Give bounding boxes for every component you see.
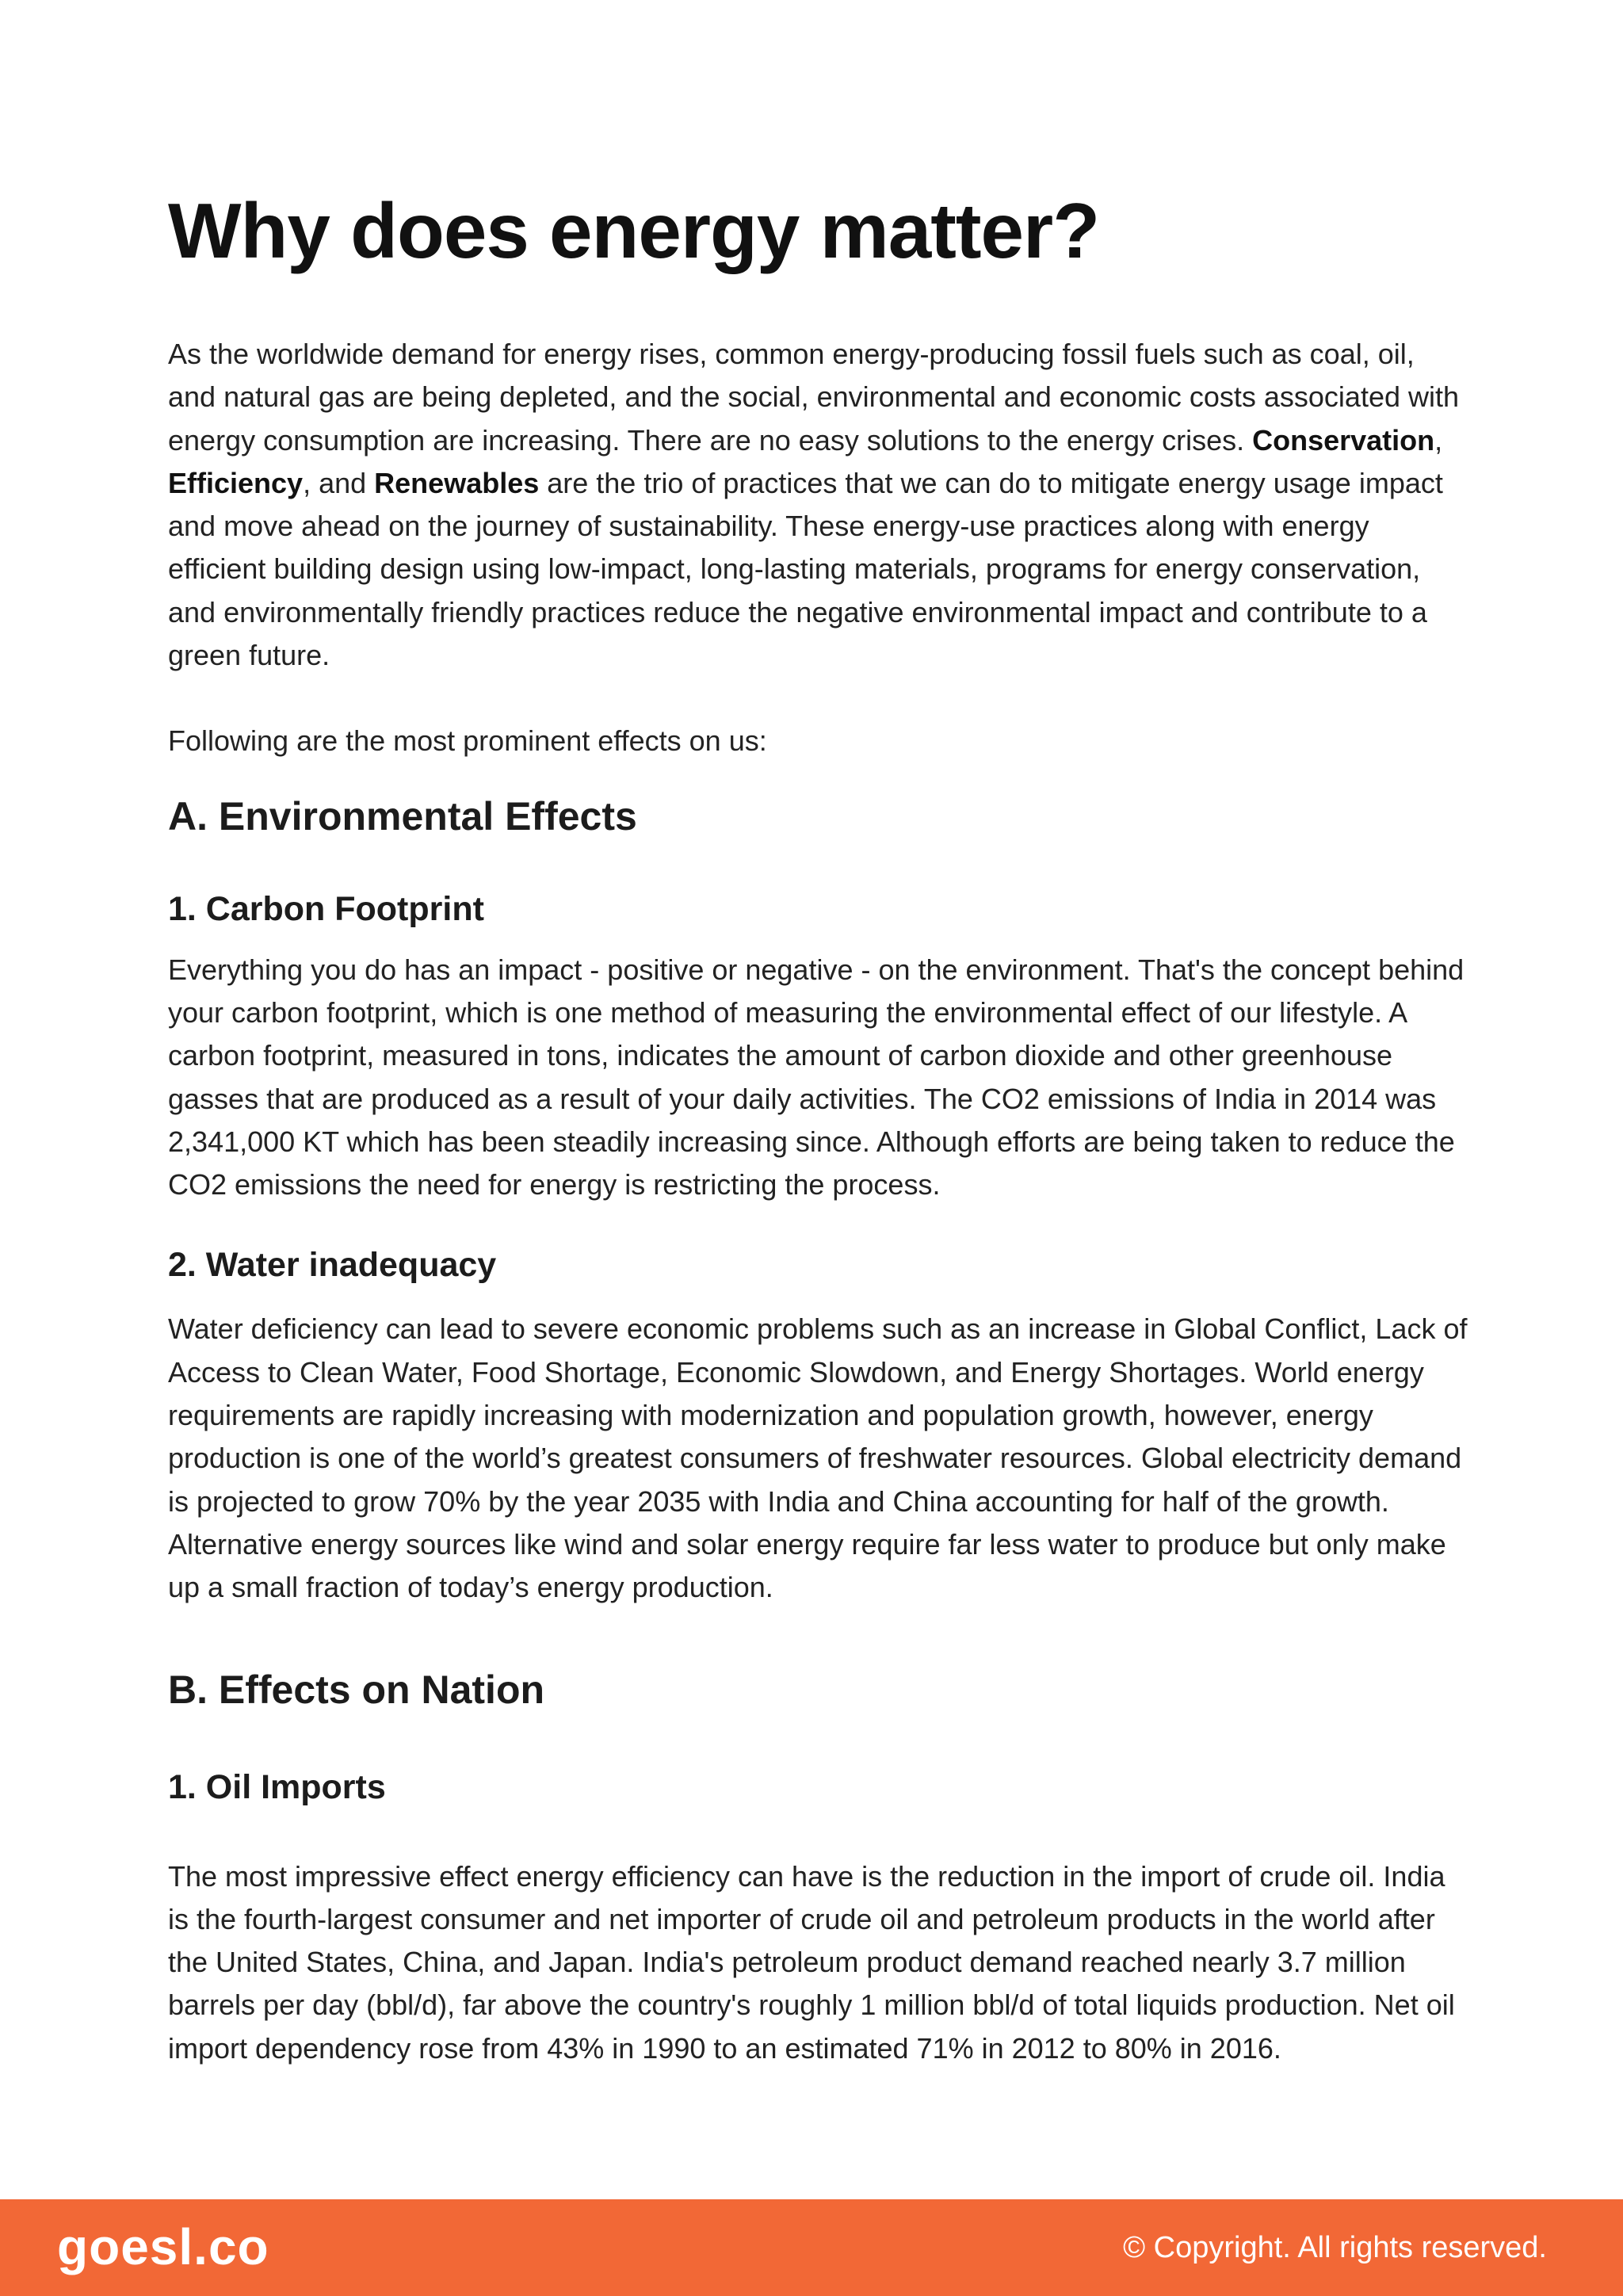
oil-imports-paragraph: The most impressive effect energy efficiency can have is the reduction in the import of crude oil. India is the fourth-largest consumer and net importer of crude oil and petroleum products in the world after the United States, China, and Japan. India's petroleum product demand reached nearly 3.7 million barrels per day (bbl/d), far above the country's roughly 1 million bbl/d of total liquids production. Net oil import dependency rose from 43% in 1990 to an estimated 71% in 2012 to 80% in 2016. xyxy=(168,1859,1455,2065)
term-conservation: Conservation xyxy=(1252,423,1435,457)
intro-separator: , and xyxy=(303,466,375,499)
footer-bar xyxy=(0,2199,1623,2296)
document-body xyxy=(168,179,1468,2070)
water-inadequacy-paragraph: Water deficiency can lead to severe economic problems such as an increase in Global Conflict, Lack of Access to Clean Water, Food Shortage, Economic Slowdown, and Energy Shortages. World energy requirements are rapidly increasing with modernization and population growth, however, energy production is one of the world’s greatest consumers of freshwater resources. Global electricity demand is projected to grow 70% by the year 2035 with India and China accounting for half of the growth. Alternative energy sources like wind and solar energy require far less water to produce but only make up a small fraction of today’s energy production. xyxy=(168,1312,1468,1604)
intro-paragraph xyxy=(168,333,1468,677)
subsection-heading-water-inadequacy: 2. Water inadequacy xyxy=(168,1246,497,1285)
lead-paragraph: Following are the most prominent effects on us: xyxy=(168,724,767,758)
carbon-footprint-paragraph: Everything you do has an impact - positive or negative - on the environment. That's the concept behind your carbon footprint, which is one method of measuring the environmental effect of our lifestyle. A carbon footprint, measured in tons, indicates the amount of carbon dioxide and other greenhouse gasses that are produced as a result of your daily activities. The CO2 emissions of India in 2014 was 2,341,000 KT which has been steadily increasing since. Although efforts are being taken to reduce the CO2 emissions the need for energy is restricting the process. xyxy=(168,953,1465,1201)
subsection-heading-oil-imports: 1. Oil Imports xyxy=(168,1767,386,1806)
copyright-notice: © Copyright. All rights reserved. xyxy=(1123,2231,1547,2264)
section-heading-environmental-effects: A. Environmental Effects xyxy=(168,793,637,839)
term-efficiency: Efficiency xyxy=(168,466,304,499)
intro-text: are the trio of practices that we can do to mitigate energy usage impact and move ahead on the journey of sustainability. These energy-use practices along with energy efficient building design using low-impact, long-lasting materials, programs for energy conservation, and environmentally friendly practices reduce the negative environmental impact and contribute to a green future. xyxy=(168,466,1443,672)
page-title: Why does energy matter? xyxy=(168,187,1100,274)
intro-separator: , xyxy=(1434,423,1443,457)
term-renewables: Renewables xyxy=(374,466,540,499)
section-heading-effects-on-nation: B. Effects on Nation xyxy=(168,1667,545,1712)
brand-logo[interactable]: goesl.co xyxy=(57,2218,269,2275)
subsection-heading-carbon-footprint: 1. Carbon Footprint xyxy=(168,889,484,928)
intro-text: As the worldwide demand for energy rises, common energy-producing fossil fuels such as coal, oil, and natural gas are being depleted, and the social, environmental and economic costs associated with energy consumption are increasing. There are no easy solutions to the energy crises. xyxy=(168,338,1460,457)
